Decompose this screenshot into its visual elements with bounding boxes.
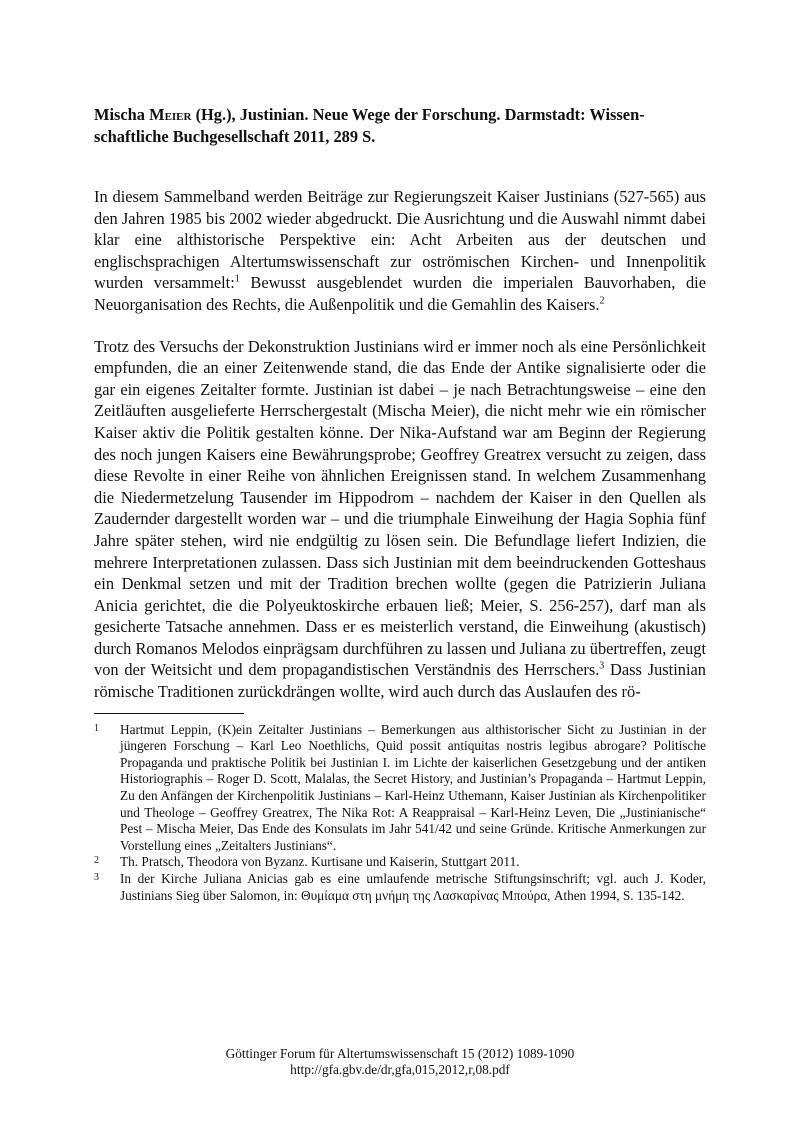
footnotes <box>94 722 706 905</box>
footnote-ref-2[interactable]: 2 <box>599 295 605 307</box>
paragraph-1 <box>94 186 706 316</box>
paragraph-2 <box>94 336 706 703</box>
title-author-last: Meier <box>149 105 192 124</box>
footnote-3 <box>94 871 706 904</box>
journal-citation: Göttinger Forum für Altertumswissenschaft 15 (2012) 1089-1090 <box>225 1046 575 1061</box>
paragraph-1-text-a: In diesem Sammelband werden Beiträge zur Regierungszeit Kaiser Justinians (527-565) aus den Jahren 1985 bis 2002 wieder abgedruckt. Die Ausrichtung und die Auswahl nimmt dabei klar eine althistorische Perspektive ein: Acht Arbeiten aus der deutschen und englischsprachigen Altertumswissenschaft zur oströmischen Kirchen- und Innenpolitik wurden versammelt: <box>94 187 706 293</box>
footnote-2 <box>94 854 706 871</box>
page-footer <box>94 1046 706 1078</box>
paragraph-2-text-a: Trotz des Versuchs der Dekonstruktion Justinians wird er immer noch als eine Persönlichkeit empfunden, die an einer Zeitenwende stand, die das Ende der Antike signalisierte oder die gar ein eigenes Zeitalter formte. Justinian ist dabei – je nach Betrachtungsweise – eine den Zeitläuften ausgelieferte Herrschergestalt (Mischa Meier), die nicht mehr wie ein römischer Kaiser aktiv die Politik gestalten könne. Der Nika-Aufstand war am Beginn der Regierung des noch jungen Kaisers eine Bewährungsprobe; Geoffrey Greatrex versucht zu zeigen, dass diese Revolte in einer Reihe von ähnlichen Ereignissen stand. In welchem Zusammenhang die Niedermetzelung Tausender im Hippodrom – nachdem der Kaiser in den Quellen als Zaudernder dargestellt worden war – und die triumphale Einweihung der Hagia Sophia fünf Jahre später stehen, wird nie endgültig zu lösen sein. Die Befundlage liefert Indizien, die mehrere Interpretationen zulassen. Dass sich Justinian mit dem beeindruckenden Gotteshaus ein Denkmal setzen und mit der Tradition brechen wollte (gegen die Patrizierin Juliana Anicia gerichtet, die die Polyeuktoskirche erbauen ließ; Meier, S. 256-257), darf man als gesicherte Tatsache annehmen. Dass er es meisterlich verstand, die Einweihung (akustisch) durch Romanos Melodos einprägsam durchführen zu lassen und Juliana zu übertreffen, zeugt von der Weitsicht und dem propagandistischen Verständnis des Herrschers. <box>94 336 706 680</box>
paragraph-1-text-b: Bewusst ausgeblendet wurden die imperialen Bauvorhaben, die Neuorganisation des Rechts, die Außenpolitik und die Gemahlin des Kaisers. <box>94 273 706 314</box>
footnote-text: Hartmut Leppin, (K)ein Zeitalter Justinians – Bemerkungen aus althistorischer Sicht zu Justinian in der jüngeren Forschung – Karl Leo Noethlichs, Quid possit antiquitas nostris legibus abrogare? Politische Propaganda und praktische Politik bei Justinian I. im Lichte der kaiserlichen Gesetzgebung und der antiken Historiographis – Roger D. Scott, Malalas, the Secret History, and Justinian’s Propaganda – Hartmut Leppin, Zu den Anfängen der Kirchenpolitik Justinians – Karl-Heinz Uthemann, Kaiser Justinian als Kirchenpolitiker und Theologe – Geoffrey Greatrex, The Nika Rot: A Reappraisal – Karl-Heinz Leven, Die „Justinianische“ Pest – Mischa Meier, Das Ende des Konsulats im Jahr 541/42 und seine Gründe. Kritische Anmerkungen zur Vorstellung eines „Zeitalters Justinians“. <box>120 721 706 853</box>
footnote-divider <box>94 713 244 714</box>
document-url[interactable]: http://gfa.gbv.de/dr,gfa,015,2012,r,08.pdf <box>290 1062 510 1077</box>
footnote-number: 3 <box>94 872 99 883</box>
footnote-number: 2 <box>94 855 99 867</box>
footnote-1 <box>94 722 706 855</box>
title-author-first: Mischa <box>94 105 150 124</box>
review-title <box>94 104 706 148</box>
page-body <box>94 104 706 904</box>
footnote-text: In der Kirche Juliana Anicias gab es eine umlaufende metrische Stiftungsinschrift; vgl. auch J. Koder, Justinians Sieg über Salomon, in: Θυμίαμα στη μνήμη της Λασκαρίνας Μπούρα, Athen 1994, S. 135-142. <box>120 871 706 903</box>
footnote-text: Th. Pratsch, Theodora von Byzanz. Kurtisane und Kaiserin, Stuttgart 2011. <box>120 854 520 870</box>
footnote-number: 1 <box>94 722 99 734</box>
footnote-ref-1[interactable]: 1 <box>234 273 240 285</box>
paragraph-2-text-b: Dass Justinian römische Traditionen zurückdrängen wollte, wird auch durch das Auslaufen des rö- <box>94 660 706 702</box>
title-line1-rest: (Hg.), Justinian. Neue Wege der Forschung. Darmstadt: Wissen- <box>191 105 645 124</box>
footnote-ref-3[interactable]: 3 <box>599 661 605 672</box>
title-line2: schaftliche Buchgesellschaft 2011, 289 S. <box>94 127 376 146</box>
